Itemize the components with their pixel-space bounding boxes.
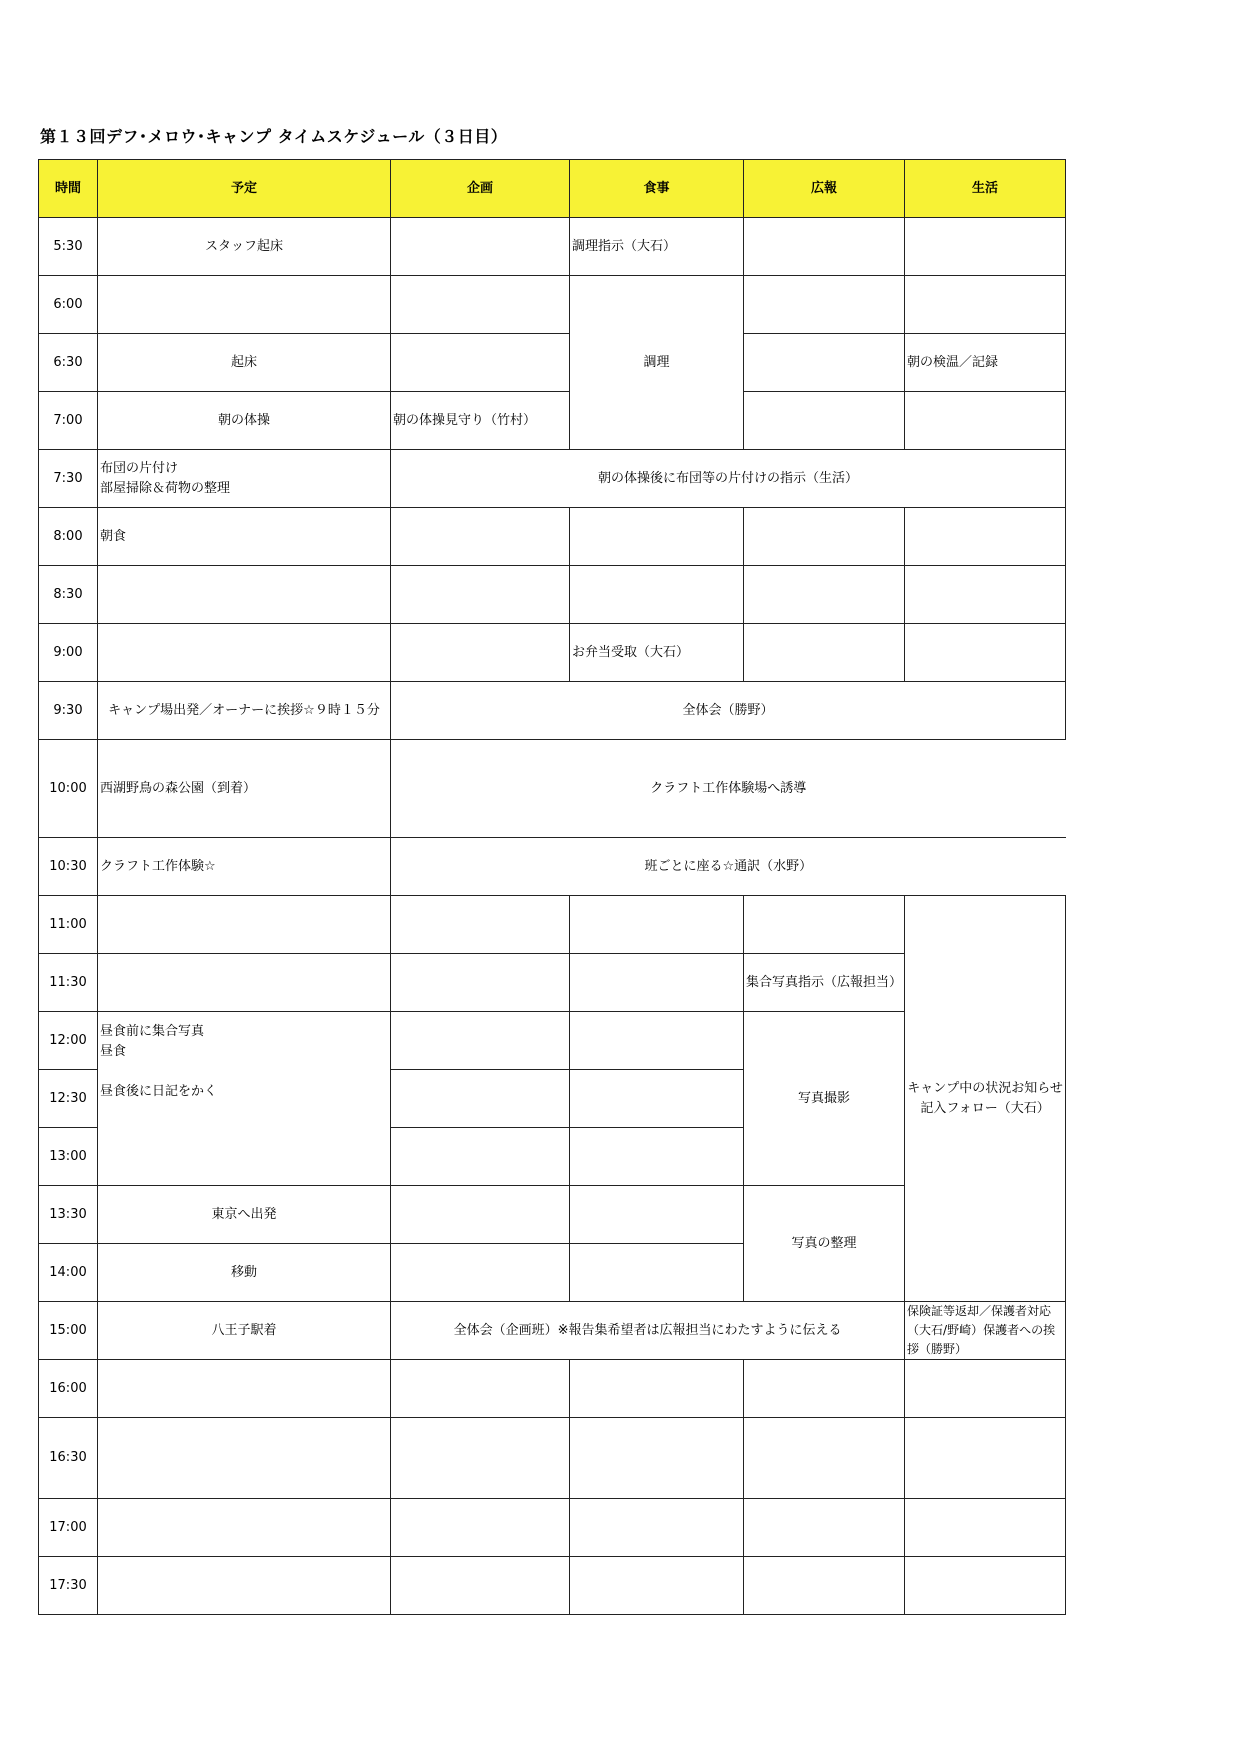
time-cell: 12:30 <box>39 1070 98 1128</box>
kouhou-cell <box>744 218 905 276</box>
kikaku-cell <box>391 896 570 954</box>
table-row <box>39 682 1066 740</box>
kouhou-cell: 写真撮影 <box>744 1012 905 1186</box>
shokuji-cell <box>570 1557 744 1615</box>
time-cell: 8:00 <box>39 508 98 566</box>
yotei-cell: 昼食前に集合写真 昼食 昼食後に日記をかく <box>98 1012 391 1186</box>
time-cell: 7:00 <box>39 392 98 450</box>
kikaku-cell <box>391 1360 570 1418</box>
kikaku-cell <box>391 218 570 276</box>
kikaku-cell: 朝の体操見守り（竹村） <box>391 392 570 450</box>
schedule-table <box>38 159 1066 1615</box>
shokuji-cell <box>570 1070 744 1128</box>
yotei-cell <box>98 896 391 954</box>
kouhou-cell <box>744 1360 905 1418</box>
seikatsu-cell: 朝の検温／記録 <box>905 334 1066 392</box>
seikatsu-cell: キャンプ中の状況お知らせ記入フォロー（大石） <box>905 896 1066 1302</box>
kikaku-cell <box>391 1499 570 1557</box>
time-cell: 17:00 <box>39 1499 98 1557</box>
kouhou-cell <box>744 1418 905 1499</box>
time-cell: 11:00 <box>39 896 98 954</box>
header-row <box>39 160 1066 218</box>
yotei-cell: 東京へ出発 <box>98 1186 391 1244</box>
table-row <box>39 392 1066 450</box>
yotei-cell <box>98 624 391 682</box>
kouhou-cell <box>744 276 905 334</box>
time-cell: 6:30 <box>39 334 98 392</box>
kouhou-cell <box>744 1499 905 1557</box>
time-cell: 10:00 <box>39 740 98 838</box>
table-row <box>39 1499 1066 1557</box>
time-cell: 17:30 <box>39 1557 98 1615</box>
kikaku-cell <box>391 276 570 334</box>
table-row <box>39 218 1066 276</box>
merged-cell: 班ごとに座る☆通訳（水野） <box>391 838 1066 896</box>
time-cell: 9:30 <box>39 682 98 740</box>
kikaku-cell <box>391 1012 570 1070</box>
seikatsu-cell <box>905 276 1066 334</box>
merged-cell: クラフト工作体験場へ誘導 <box>391 740 1066 838</box>
time-cell: 8:30 <box>39 566 98 624</box>
time-cell: 12:00 <box>39 1012 98 1070</box>
table-row <box>39 740 1066 838</box>
yotei-cell <box>98 1557 391 1615</box>
shokuji-cell: 調理指示（大石） <box>570 218 744 276</box>
time-cell: 14:00 <box>39 1244 98 1302</box>
kikaku-cell <box>391 1418 570 1499</box>
kikaku-cell <box>391 954 570 1012</box>
seikatsu-cell <box>905 392 1066 450</box>
table-row <box>39 896 1066 954</box>
kouhou-cell <box>744 896 905 954</box>
kouhou-cell: 写真の整理 <box>744 1186 905 1302</box>
yotei-cell: 西湖野鳥の森公園（到着） <box>98 740 391 838</box>
yotei-cell <box>98 1360 391 1418</box>
time-cell: 13:30 <box>39 1186 98 1244</box>
time-cell: 6:00 <box>39 276 98 334</box>
table-row <box>39 450 1066 508</box>
shokuji-cell <box>570 1360 744 1418</box>
shokuji-cell <box>570 896 744 954</box>
yotei-cell: 八王子駅着 <box>98 1302 391 1360</box>
yotei-cell: 移動 <box>98 1244 391 1302</box>
yotei-cell <box>98 566 391 624</box>
kouhou-cell: 集合写真指示（広報担当） <box>744 954 905 1012</box>
table-row <box>39 276 1066 334</box>
time-cell: 5:30 <box>39 218 98 276</box>
header-kouhou: 広報 <box>744 160 905 218</box>
seikatsu-cell <box>905 566 1066 624</box>
yotei-cell: 朝食 <box>98 508 391 566</box>
shokuji-cell: お弁当受取（大石） <box>570 624 744 682</box>
seikatsu-cell <box>905 1557 1066 1615</box>
page-title: 第１３回デフ･メロウ･キャンプ タイムスケジュール（３日目） <box>40 127 508 146</box>
time-cell: 16:30 <box>39 1418 98 1499</box>
kikaku-cell <box>391 1128 570 1186</box>
kouhou-cell <box>744 392 905 450</box>
time-cell: 7:30 <box>39 450 98 508</box>
kouhou-cell <box>744 508 905 566</box>
table-row <box>39 1360 1066 1418</box>
yotei-cell: キャンプ場出発／オーナーに挨拶☆９時１５分 <box>98 682 391 740</box>
header-kikaku: 企画 <box>391 160 570 218</box>
yotei-cell: クラフト工作体験☆ <box>98 838 391 896</box>
kouhou-cell <box>744 1557 905 1615</box>
kikaku-cell <box>391 566 570 624</box>
shokuji-cell: 調理 <box>570 276 744 450</box>
kikaku-cell <box>391 508 570 566</box>
yotei-cell: 布団の片付け 部屋掃除＆荷物の整理 <box>98 450 391 508</box>
merged-cell: 全体会（勝野） <box>391 682 1066 740</box>
header-time: 時間 <box>39 160 98 218</box>
yotei-cell <box>98 954 391 1012</box>
kikaku-cell <box>391 1186 570 1244</box>
shokuji-cell <box>570 954 744 1012</box>
time-cell: 15:00 <box>39 1302 98 1360</box>
yotei-cell: 朝の体操 <box>98 392 391 450</box>
merged-cell: 全体会（企画班）※報告集希望者は広報担当にわたすように伝える <box>391 1302 905 1360</box>
time-cell: 16:00 <box>39 1360 98 1418</box>
shokuji-cell <box>570 508 744 566</box>
seikatsu-cell: 保険証等返却／保護者対応（大石/野崎）保護者への挨拶（勝野） <box>905 1302 1066 1360</box>
table-row <box>39 838 1066 896</box>
shokuji-cell <box>570 1499 744 1557</box>
kouhou-cell <box>744 334 905 392</box>
table-row <box>39 624 1066 682</box>
shokuji-cell <box>570 1418 744 1499</box>
header-yotei: 予定 <box>98 160 391 218</box>
time-cell: 10:30 <box>39 838 98 896</box>
seikatsu-cell <box>905 624 1066 682</box>
seikatsu-cell <box>905 1418 1066 1499</box>
yotei-cell <box>98 276 391 334</box>
shokuji-cell <box>570 1012 744 1070</box>
yotei-cell <box>98 1418 391 1499</box>
time-cell: 9:00 <box>39 624 98 682</box>
kikaku-cell <box>391 624 570 682</box>
shokuji-cell <box>570 1186 744 1244</box>
time-cell: 13:00 <box>39 1128 98 1186</box>
shokuji-cell <box>570 1244 744 1302</box>
table-row <box>39 1418 1066 1499</box>
time-cell: 11:30 <box>39 954 98 1012</box>
table-row <box>39 1557 1066 1615</box>
table-row <box>39 1302 1066 1360</box>
table-row <box>39 334 1066 392</box>
table-row <box>39 508 1066 566</box>
merged-cell: 朝の体操後に布団等の片付けの指示（生活） <box>391 450 1066 508</box>
kikaku-cell <box>391 334 570 392</box>
yotei-cell: 起床 <box>98 334 391 392</box>
seikatsu-cell <box>905 218 1066 276</box>
kouhou-cell <box>744 624 905 682</box>
table-row <box>39 566 1066 624</box>
seikatsu-cell <box>905 1360 1066 1418</box>
kikaku-cell <box>391 1070 570 1128</box>
yotei-cell: スタッフ起床 <box>98 218 391 276</box>
shokuji-cell <box>570 566 744 624</box>
header-seikatsu: 生活 <box>905 160 1066 218</box>
yotei-cell <box>98 1499 391 1557</box>
seikatsu-cell <box>905 1499 1066 1557</box>
kouhou-cell <box>744 566 905 624</box>
header-shokuji: 食事 <box>570 160 744 218</box>
kikaku-cell <box>391 1244 570 1302</box>
shokuji-cell <box>570 1128 744 1186</box>
seikatsu-cell <box>905 508 1066 566</box>
kikaku-cell <box>391 1557 570 1615</box>
